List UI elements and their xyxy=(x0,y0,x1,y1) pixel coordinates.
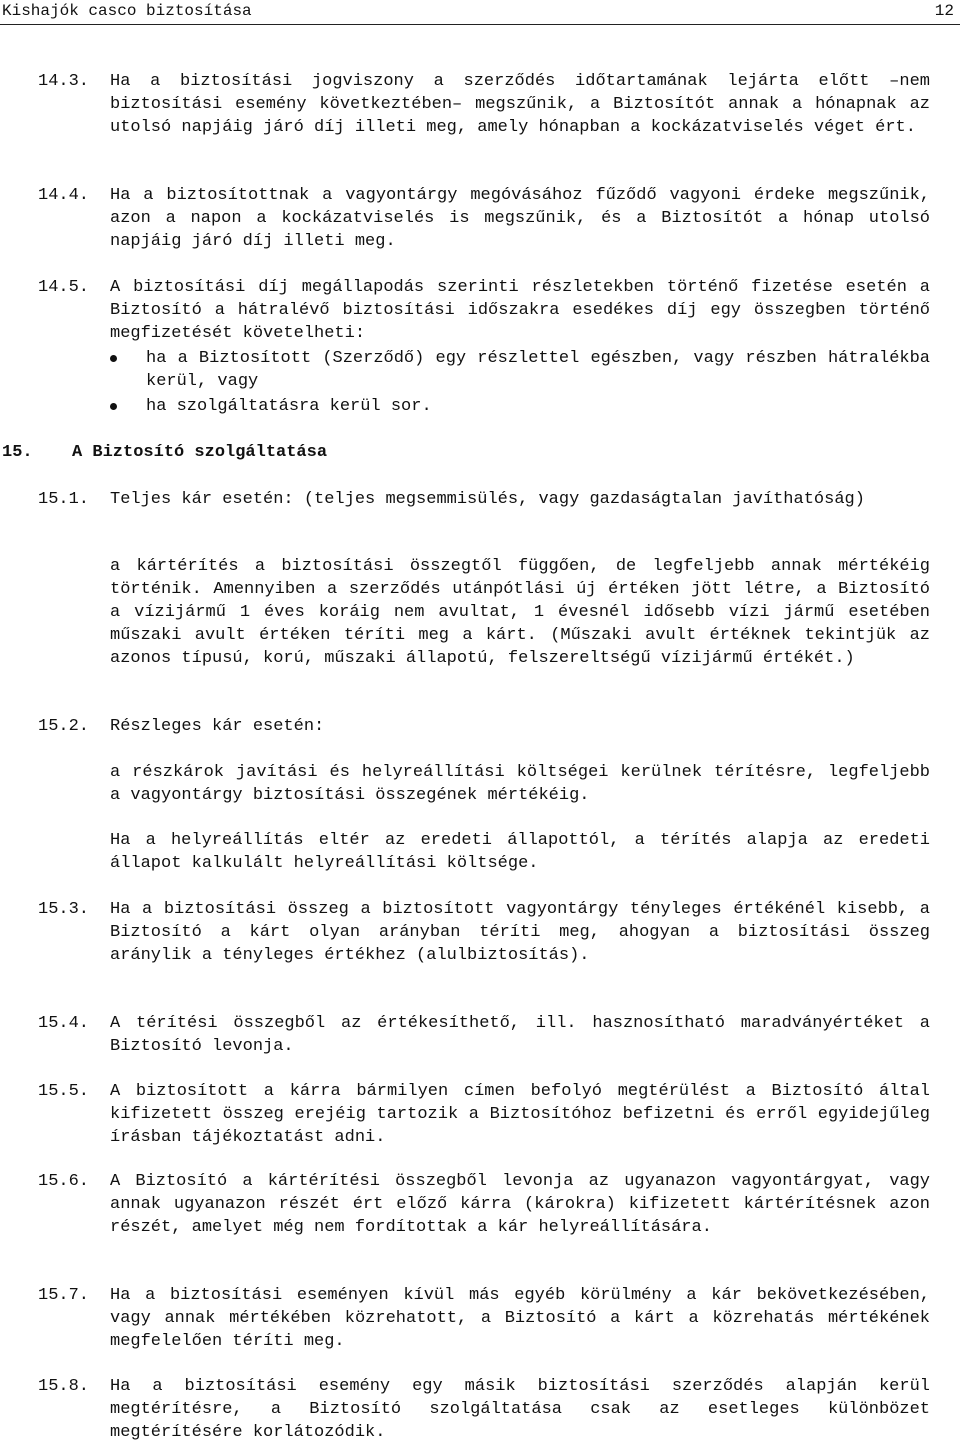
clause-text: Ha a helyreállítás eltér az eredeti állapottól, a térítés alapja az eredeti állapot kalkulált helyreállítási költsége. xyxy=(110,831,930,873)
clause-text: a részkárok javítási és helyreállítási költségei kerülnek térítésre, legfeljebb a vagyontárgy biztosítási összegének mértékéig. xyxy=(110,763,930,805)
clause-text: Ha a biztosítási eseményen kívül más egyéb körülmény a kár bekövetkezésében, vagy annak mértékében közrehatott, a Biztosító a kárt a közrehatás mértékének megfelelően téríti meg. xyxy=(110,1286,930,1351)
clause-text: Ha a biztosítottnak a vagyontárgy megóvásához fűződő vagyoni érdeke megszűnik, azon a napon a kockázatviselés is megszűnik, és a Biztosítót a hónap utolsó napjáig járó díj illeti meg. xyxy=(110,186,930,251)
page-header xyxy=(0,0,960,25)
clause-number: 14.3. xyxy=(38,72,90,91)
clause-number: 15.8. xyxy=(38,1377,90,1396)
clause-number: 15.2. xyxy=(38,717,90,736)
page-number: 12 xyxy=(934,2,954,20)
clause-text: Teljes kár esetén: (teljes megsemmisülés, vagy gazdaságtalan javíthatóság) xyxy=(110,490,865,509)
clause-text: A térítési összegből az értékesíthető, ill. hasznosítható maradványértéket a Biztosító levonja. xyxy=(110,1014,930,1056)
clause-text: Ha a biztosítási jogviszony a szerződés időtartamának lejárta előtt –nem biztosítási esemény következtében– megszűnik, a Biztosítót annak a hónapnak az utolsó napjáig járó díj illeti meg, amely hónapban a kockázatviselés véget ért. xyxy=(110,72,930,137)
bullet-dot-icon xyxy=(110,403,117,410)
bullet-list xyxy=(110,347,930,418)
clause-number: 15.3. xyxy=(38,900,90,919)
clause-number: 15.1. xyxy=(38,490,90,509)
bullet-item: ha a Biztosított (Szerződő) egy részlettel egészben, vagy részben hátralékba kerül, vagy xyxy=(110,347,930,393)
clause-number: 14.4. xyxy=(38,186,90,205)
clause-number: 14.5. xyxy=(38,278,90,297)
clause-text: Ha a biztosítási összeg a biztosított vagyontárgy tényleges értékénél kisebb, a Biztosító a kárt olyan arányban téríti meg, ahogyan a biztosítási összeg aránylik a tényleges értékhez (alulbiztosítás). xyxy=(110,900,930,965)
clause-text: A biztosított a kárra bármilyen címen befolyó megtérülést a Biztosító által kifizetett összeg erejéig tartozik a Biztosítóhoz befizetni és erről egyidejűleg írásban tájékoztatást adni. xyxy=(110,1082,930,1147)
clause-text: Részleges kár esetén: xyxy=(110,717,325,736)
section-title: A Biztosító szolgáltatása xyxy=(72,443,328,462)
document-title: Kishajók casco biztosítása xyxy=(2,2,252,20)
clause-number: 15.4. xyxy=(38,1014,90,1033)
section-number: 15. xyxy=(2,443,33,462)
bullet-item: ha szolgáltatásra kerül sor. xyxy=(110,395,930,418)
clause-text: Ha a biztosítási esemény egy másik biztosítási szerződés alapján kerül megtérítésre, a Biztosító szolgáltatása csak az esetleges különbözet megtérítésére korlátozódik. xyxy=(110,1377,930,1442)
clause-number: 15.6. xyxy=(38,1172,90,1191)
clause-text: A biztosítási díj megállapodás szerinti részletekben történő fizetése esetén a Biztosító a hátralévő biztosítási időszakra esedékes díj egy összegben történő megfizetését követelheti: xyxy=(110,278,930,343)
bullet-dot-icon xyxy=(110,355,117,362)
clause-text: a kártérítés a biztosítási összegtől függően, de legfeljebb annak mértékéig történik. Amennyiben a szerződés utánpótlási új értéken jött létre, a Biztosító a vízijármű 1 éves koráig nem avultat, 1 évesnél idősebb vízi jármű esetében műszaki avult értéken téríti meg a kárt. (Műszaki avult értéknek tekintjük az azonos típusú, korú, műszaki állapotú, felszereltségű vízijármű értékét.) xyxy=(110,557,930,668)
clause-number: 15.5. xyxy=(38,1082,90,1101)
clause-number: 15.7. xyxy=(38,1286,90,1305)
clause-text: A Biztosító a kártérítési összegből levonja az ugyanazon vagyontárgyat, vagy annak ugyanazon részét ért előző kárra (károkra) kifizetett kártérítésnek azon részét, amelyet még nem fordítottak a kár helyreállítására. xyxy=(110,1172,930,1237)
